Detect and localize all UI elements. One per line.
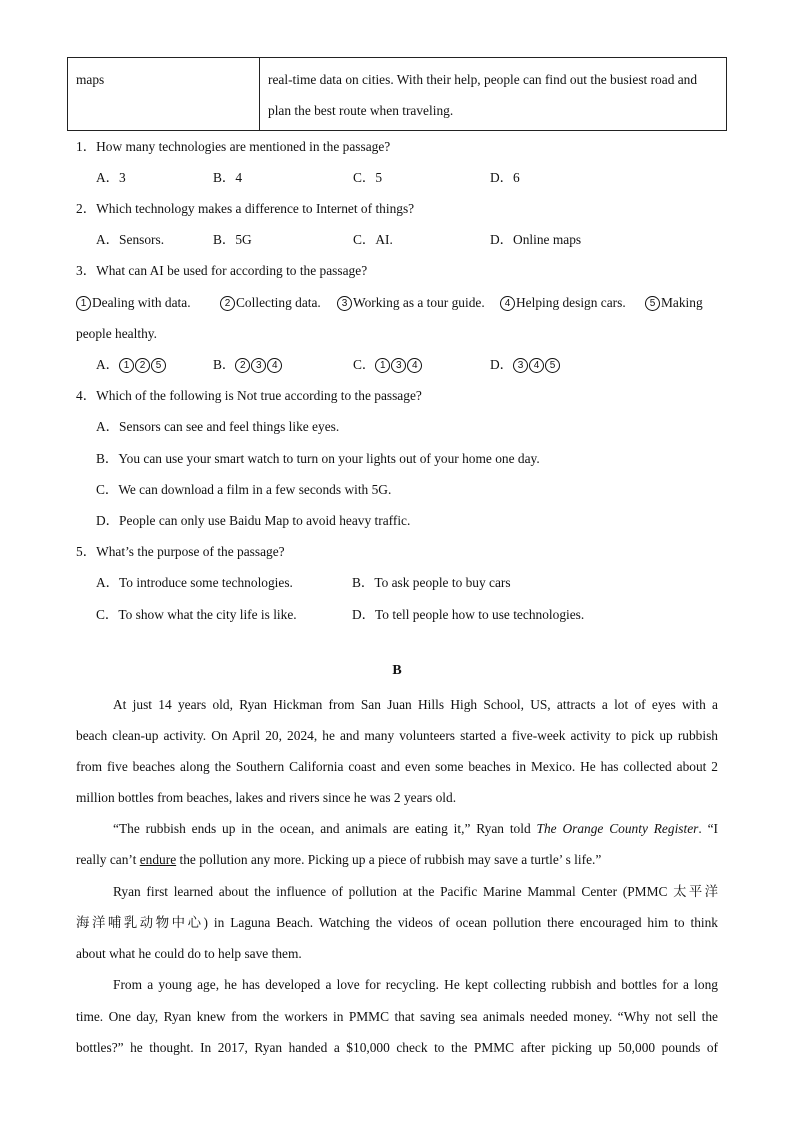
newspaper-name: The Orange County Register (536, 821, 699, 836)
item-text: Working as a tour guide. (353, 295, 485, 310)
option-letter: B． (213, 357, 236, 372)
circled-number: 3 (513, 358, 528, 373)
question-3-stem: 3．What can AI be used for according to the passage? (76, 263, 368, 278)
item-text: Making (661, 295, 703, 310)
question-5-option-b: B．To ask people to buy cars (352, 575, 511, 590)
info-table (67, 57, 727, 131)
question-3-option-a (96, 355, 167, 375)
circled-number: 5 (545, 358, 560, 373)
question-3-item-5 (645, 293, 703, 313)
circled-number: 3 (337, 296, 352, 311)
question-1-option-d: D．6 (490, 170, 520, 185)
question-3-item-2 (220, 293, 321, 313)
table-description-line: plan the best route when traveling. (268, 103, 454, 118)
passage-line (76, 850, 601, 870)
question-2-option-a: A．Sensors. (96, 232, 165, 247)
circled-number: 2 (220, 296, 235, 311)
circled-number: 3 (391, 358, 406, 373)
question-3-item-4 (500, 293, 626, 313)
question-2-option-b: B．5G (213, 232, 252, 247)
circled-number: 3 (251, 358, 266, 373)
passage-line: beach clean-up activity. On April 20, 2024, he and many volunteers started a five-week activity to pick up rubbish (76, 728, 718, 743)
question-4-stem: 4．Which of the following is Not true according to the passage? (76, 388, 422, 403)
quote-text: the pollution any more. Picking up a piece of rubbish may save a turtle’ s life.” (176, 852, 602, 867)
table-row (68, 58, 727, 131)
question-5-stem: 5．What’s the purpose of the passage? (76, 544, 285, 559)
option-letter: D． (490, 357, 514, 372)
passage-line: From a young age, he has developed a love for recycling. He kept collecting rubbish and bottles for a long (113, 977, 718, 992)
circled-number: 5 (645, 296, 660, 311)
question-3-option-b (213, 355, 283, 375)
item-text: Dealing with data. (92, 295, 191, 310)
option-letter: A． (96, 357, 120, 372)
quote-text: . “I (698, 821, 718, 836)
item-text: Helping design cars. (516, 295, 626, 310)
question-2-stem: 2．Which technology makes a difference to Internet of things? (76, 201, 415, 216)
option-letter: C． (353, 357, 376, 372)
question-4-option-c: C．We can download a film in a few seconds with 5G. (96, 482, 392, 497)
circled-number: 1 (76, 296, 91, 311)
question-2-option-c: C．AI. (353, 232, 393, 247)
question-3-option-c (353, 355, 423, 375)
passage-line: from five beaches along the Southern California coast and even some beaches in Mexico. He has collected about 2 (76, 759, 718, 774)
circled-number: 1 (375, 358, 390, 373)
quote-text: “The rubbish ends up in the ocean, and animals are eating it,” Ryan told (113, 821, 537, 836)
underlined-word: endure (139, 852, 177, 867)
table-cell-description (260, 58, 727, 131)
circled-number: 4 (529, 358, 544, 373)
question-1-stem: 1．How many technologies are mentioned in the passage? (76, 139, 391, 154)
question-5-option-a: A．To introduce some technologies. (96, 575, 293, 590)
circled-number: 2 (135, 358, 150, 373)
passage-line: time. One day, Ryan knew from the workers in PMMC that saving sea animals needed money. “Why not sell the (76, 1009, 718, 1024)
item-text: Collecting data. (236, 295, 321, 310)
circled-number: 4 (267, 358, 282, 373)
quote-text: really can’t (76, 852, 140, 867)
question-4-option-d: D．People can only use Baidu Map to avoid heavy traffic. (96, 513, 411, 528)
passage-line: about what he could do to help save them. (76, 946, 302, 961)
question-3-option-d (490, 355, 561, 375)
question-1-option-c: C．5 (353, 170, 383, 185)
passage-line: bottles?” he thought. In 2017, Ryan handed a $10,000 check to the PMMC after picking up 50,000 pounds of (76, 1040, 718, 1055)
passage-line: Ryan first learned about the influence of pollution at the Pacific Marine Mammal Center (PMMC 太平洋 (113, 884, 718, 899)
passage-line (113, 819, 718, 839)
question-2-option-d: D．Online maps (490, 232, 582, 247)
table-cell-term: maps (68, 58, 260, 131)
table-description-line: real-time data on cities. With their help, people can find out the busiest road and (268, 72, 698, 87)
passage-line: million bottles from beaches, lakes and rivers since he was 2 years old. (76, 790, 457, 805)
question-5-option-d: D．To tell people how to use technologies. (352, 607, 585, 622)
circled-number: 2 (235, 358, 250, 373)
question-3-item-3 (337, 293, 485, 313)
question-1-option-b: B．4 (213, 170, 243, 185)
circled-number: 4 (407, 358, 422, 373)
question-1-option-a: A．3 (96, 170, 126, 185)
circled-number: 5 (151, 358, 166, 373)
passage-line: 海洋哺乳动物中心) in Laguna Beach. Watching the videos of ocean pollution there encouraged him to think (76, 915, 718, 930)
passage-line: At just 14 years old, Ryan Hickman from San Juan Hills High School, US, attracts a lot of eyes with a (113, 697, 718, 712)
question-4-option-a: A．Sensors can see and feel things like eyes. (96, 419, 340, 434)
question-5-option-c: C．To show what the city life is like. (96, 607, 297, 622)
circled-number: 4 (500, 296, 515, 311)
question-3-item-continuation: people healthy. (76, 326, 157, 341)
circled-number: 1 (119, 358, 134, 373)
question-3-item-1 (76, 293, 191, 313)
question-4-option-b: B．You can use your smart watch to turn on your lights out of your home one day. (96, 451, 540, 466)
section-title: B (392, 663, 402, 678)
